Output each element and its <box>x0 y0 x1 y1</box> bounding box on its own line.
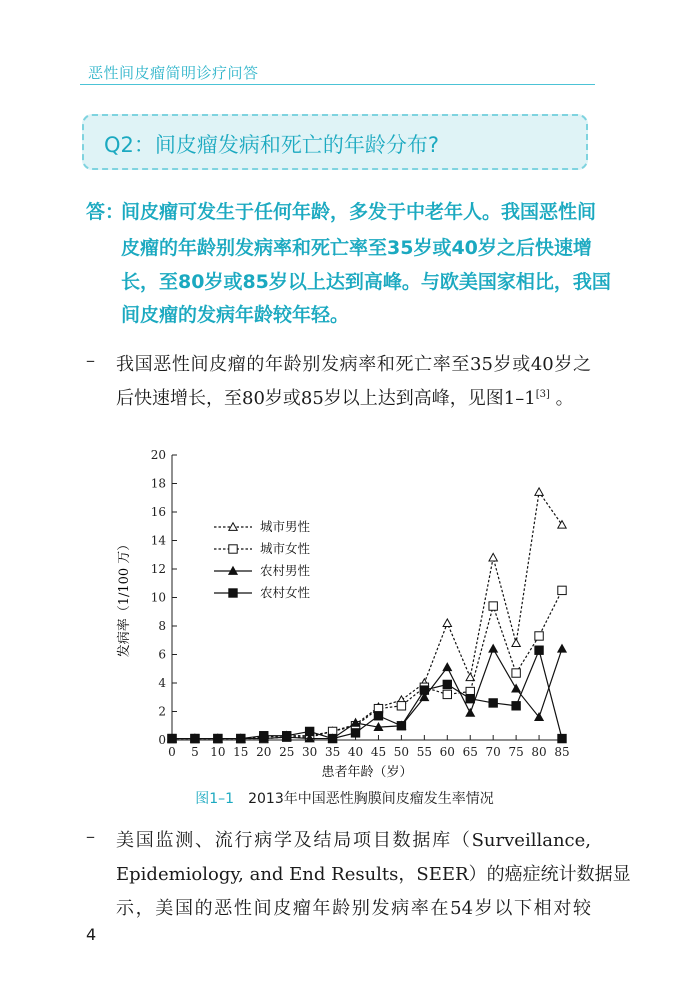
x-tick-label: 45 <box>370 745 387 759</box>
y-axis-label: 发病率（1/100 万） <box>117 537 132 658</box>
paragraph2-bullet: – <box>86 826 95 847</box>
data-point <box>558 521 566 529</box>
data-point <box>237 734 245 742</box>
legend-marker <box>229 589 237 597</box>
data-point <box>512 669 520 677</box>
answer-line-4: 间皮瘤的发病年龄较年轻。 <box>121 304 350 326</box>
data-point <box>558 645 566 653</box>
x-tick-label: 80 <box>531 745 547 759</box>
x-tick-label: 85 <box>554 745 570 759</box>
x-tick-label: 75 <box>508 745 524 759</box>
y-tick-label: 16 <box>150 505 166 519</box>
data-point <box>512 685 520 693</box>
paragraph1-line-2 <box>116 384 591 410</box>
question-box <box>82 114 588 170</box>
x-tick-label: 5 <box>191 745 199 759</box>
data-point <box>283 732 291 740</box>
incidence-chart <box>0 430 689 780</box>
paragraph1-bullet: – <box>86 350 95 371</box>
data-point <box>489 699 497 707</box>
citation-ref: [3] <box>535 389 550 400</box>
data-point <box>397 722 405 730</box>
y-tick-label: 0 <box>158 733 166 747</box>
x-tick-label: 55 <box>416 745 432 759</box>
figure-title: 2013年中国恶性胸膜间皮瘤发生率情况 <box>248 791 494 807</box>
data-point <box>443 619 451 627</box>
legend-label: 城市男性 <box>260 519 311 534</box>
data-point <box>535 632 543 640</box>
data-point <box>558 734 566 742</box>
page-number: 4 <box>86 925 97 944</box>
x-axis-label: 患者年龄（岁） <box>321 765 413 780</box>
data-point <box>397 702 405 710</box>
x-tick-label: 0 <box>168 745 176 759</box>
x-tick-label: 20 <box>256 745 272 759</box>
header-rule <box>80 84 595 85</box>
data-point <box>191 734 199 742</box>
answer-line-2: 皮瘤的年龄别发病率和死亡率至35岁或40岁之后快速增 <box>121 237 592 259</box>
data-point <box>305 727 313 735</box>
paragraph1-line-2-tail: 。 <box>549 388 574 409</box>
data-point <box>443 663 451 671</box>
data-point <box>558 586 566 594</box>
data-point <box>351 729 359 737</box>
paragraph1-line-2-text: 后快速增长，至80岁或85岁以上达到高峰，见图1–1 <box>116 388 536 409</box>
paragraph2-line-2: Epidemiology, and End Results，SEER）的癌症统计数据显 <box>116 864 631 885</box>
x-tick-label: 40 <box>347 745 364 759</box>
x-tick-label: 60 <box>439 745 455 759</box>
legend-label: 农村男性 <box>260 563 311 578</box>
running-header: 恶性间皮瘤简明诊疗问答 <box>88 64 259 82</box>
question-text: Q2：间皮瘤发病和死亡的年龄分布? <box>104 133 440 157</box>
y-tick-label: 10 <box>150 590 166 605</box>
paragraph2-line-1: 美国监测、流行病学及结局项目数据库（Surveillance, <box>116 830 591 851</box>
data-point <box>443 680 451 688</box>
data-point <box>374 712 382 720</box>
paragraph2-line-3: 示，美国的恶性间皮瘤年龄别发病率在54岁以下相对较 <box>116 898 591 919</box>
x-tick-label: 25 <box>279 745 295 759</box>
legend-marker <box>229 545 237 553</box>
data-point <box>214 734 222 742</box>
data-point <box>535 488 543 496</box>
y-tick-label: 8 <box>158 619 166 633</box>
x-tick-label: 15 <box>233 745 249 759</box>
y-tick-label: 20 <box>150 448 166 462</box>
y-tick-label: 2 <box>158 704 166 719</box>
figure-caption <box>0 788 689 808</box>
data-point <box>420 686 428 694</box>
x-tick-label: 50 <box>393 745 410 759</box>
chart-plot <box>151 448 570 759</box>
data-point <box>512 639 520 647</box>
data-point <box>168 734 176 742</box>
data-point <box>260 732 268 740</box>
series-line-3 <box>172 649 562 739</box>
legend-marker <box>229 523 237 531</box>
data-point <box>489 553 497 561</box>
answer-label: 答： <box>86 201 125 223</box>
x-tick-label: 10 <box>210 745 226 759</box>
y-tick-label: 18 <box>150 476 166 491</box>
x-tick-label: 35 <box>324 745 341 759</box>
data-point <box>512 702 520 710</box>
y-tick-label: 14 <box>150 533 166 548</box>
data-point <box>466 694 474 702</box>
figure-number: 图1–1 <box>195 791 235 807</box>
data-point <box>443 690 451 698</box>
data-point <box>535 646 543 654</box>
y-tick-label: 4 <box>158 676 166 690</box>
data-point <box>328 734 336 742</box>
data-point <box>489 602 497 610</box>
answer-line-1: 间皮瘤可发生于任何年龄，多发于中老年人。我国恶性间 <box>121 201 597 223</box>
legend-label: 农村女性 <box>260 585 311 600</box>
legend-label: 城市女性 <box>260 541 311 556</box>
y-tick-label: 12 <box>150 562 166 576</box>
y-tick-label: 6 <box>158 647 166 662</box>
x-tick-label: 30 <box>302 745 318 759</box>
data-point <box>466 709 474 717</box>
data-point <box>489 645 497 653</box>
x-tick-label: 70 <box>485 745 501 759</box>
answer-line-3: 长，至80岁或85岁以上达到高峰。与欧美国家相比，我国 <box>121 271 611 293</box>
paragraph1-line-1: 我国恶性间皮瘤的年龄别发病率和死亡率至35岁或40岁之 <box>116 354 591 375</box>
x-tick-label: 65 <box>462 745 478 759</box>
